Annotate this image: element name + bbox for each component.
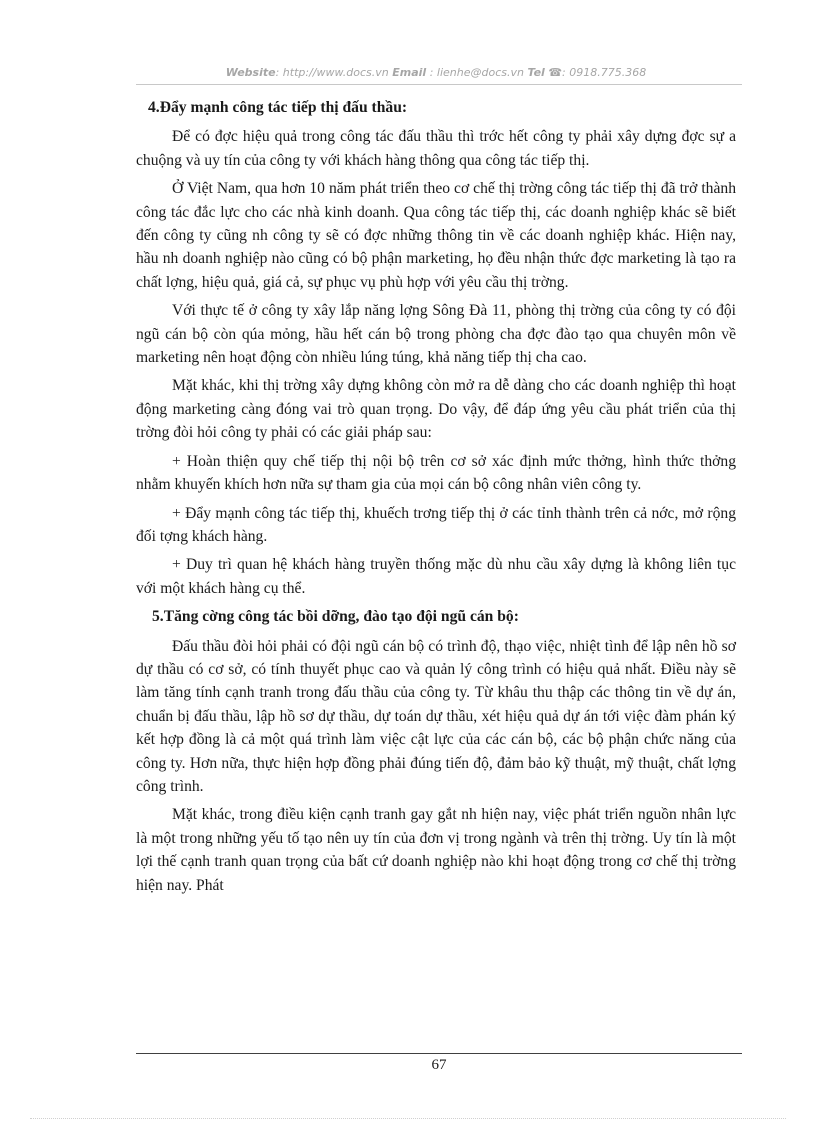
- list-item: + Duy trì quan hệ khách hàng truyền thống mặc dù nhu cầu xây dựng là không liên tục với một khách hàng cụ thể.: [136, 556, 736, 597]
- section-4-heading: 4.Đẩy mạnh công tác tiếp thị đấu thầu:: [148, 99, 408, 116]
- email-value: : lienhe@docs.vn: [429, 66, 524, 79]
- paragraph: Mặt khác, khi thị trờng xây dựng không còn mở ra dễ dàng cho các doanh nghiệp thì hoạt động marketing càng đóng vai trò quan trọng. Do vậy, để đáp ứng yêu cầu phát triển của thị trờng đòi hỏi công ty phải có các giải pháp sau:: [136, 377, 736, 442]
- page-number: 67: [431, 1057, 447, 1073]
- header-divider: [136, 84, 742, 85]
- paragraph: Với thực tế ở công ty xây lắp năng lợng Sông Đà 11, phòng thị trờng của công ty có đội ngũ cán bộ còn qúa mỏng, hầu hết cán bộ trong phòng cha đợc đào tạo qua chuyên môn về marketing nên hoạt động còn nhiều lúng túng, khả năng tiếp thị cha cao.: [136, 302, 736, 367]
- tel-value: ☎: 0918.775.368: [548, 66, 647, 79]
- page-header: [136, 66, 736, 79]
- paragraph: Mặt khác, trong điều kiện cạnh tranh gay gắt nh hiện nay, việc phát triển nguồn nhân lực là một trong những yếu tố tạo nên uy tín của đơn vị trong ngành và trên thị trờng. Uy tín là một lợi thế cạnh tranh quan trọng của bất cứ doanh nghiệp nào khi hoạt động trong cơ chế thị trờng hiện nay. Phát: [136, 806, 736, 894]
- website-value: : http://www.docs.vn: [275, 66, 389, 79]
- email-label: Email: [392, 66, 427, 79]
- website-label: Website: [225, 66, 276, 79]
- paragraph: Để có đợc hiệu quả trong công tác đấu thầu thì trớc hết công ty phải xây dựng đợc sự a chuộng và uy tín của công ty với khách hàng thông qua công tác tiếp thị.: [136, 128, 736, 169]
- paragraph: Ở Việt Nam, qua hơn 10 năm phát triển theo cơ chế thị trờng công tác tiếp thị đã trở thành công tác đắc lực cho các nhà kinh doanh. Qua công tác tiếp thị, các doanh nghiệp khác sẽ biết đến công ty cũng nh công ty sẽ có đợc những thông tin về các doanh nghiệp khác. Hiện nay, hầu nh doanh nghiệp nào cũng có bộ phận marketing, họ đều nhận thức đợc marketing là tạo ra chất lợng, hiệu quả, giá cả, sự phục vụ phù hợp với yêu cầu thị trờng.: [136, 180, 736, 291]
- tel-label: Tel: [527, 66, 545, 79]
- paragraph: Đấu thầu đòi hỏi phải có đội ngũ cán bộ có trình độ, thạo việc, nhiệt tình để lập nên hồ sơ dự thầu có cơ sở, có tính thuyết phục cao và quản lý công trình có hiệu quả nhất. Điều này sẽ làm tăng tính cạnh tranh trong đấu thầu của công ty. Từ khâu thu thập các thông tin về dự án, chuẩn bị đấu thầu, lập hồ sơ dự thầu, dự toán dự thầu, xét hiệu quả dự án tới việc đàm phán ký kết hợp đồng là cả một quá trình làm việc cật lực của các cán bộ, các bộ phận chức năng của công ty. Hơn nữa, thực hiện hợp đồng phải đúng tiến độ, đảm bảo kỹ thuật, mỹ thuật, chất lợng công trình.: [136, 637, 736, 795]
- document-body: [136, 96, 736, 902]
- footer-divider: [136, 1053, 742, 1054]
- list-item: + Hoàn thiện quy chế tiếp thị nội bộ trên cơ sở xác định mức thởng, hình thức thởng nhằm khuyến khích hơn nữa sự tham gia của mọi cán bộ công nhân viên công ty.: [136, 452, 736, 494]
- section-5-heading: 5.Tăng cờng công tác bồi dỡng, đào tạo đội ngũ cán bộ:: [152, 608, 519, 626]
- page-edge-dots: [30, 1118, 786, 1119]
- list-item: + Đẩy mạnh công tác tiếp thị, khuếch trơng tiếp thị ở các tỉnh thành trên cả nớc, mở rộng đối tợng khách hàng.: [136, 504, 736, 545]
